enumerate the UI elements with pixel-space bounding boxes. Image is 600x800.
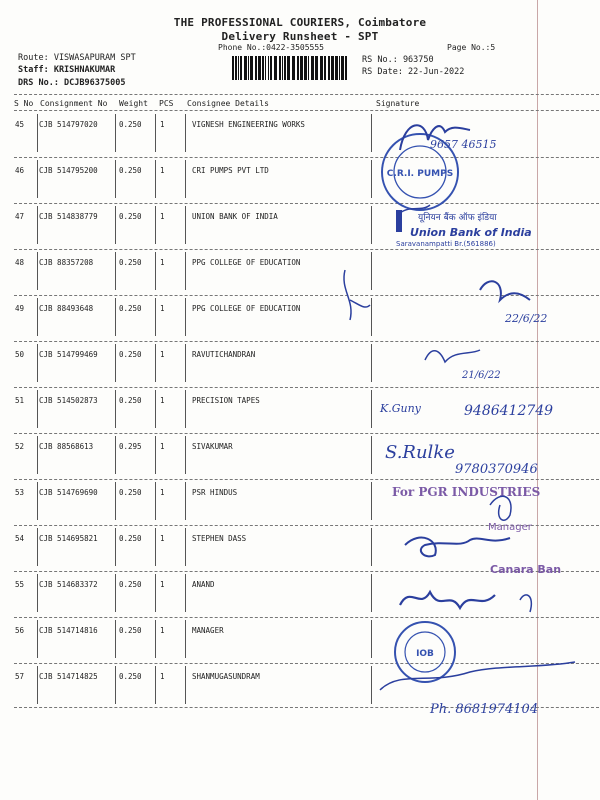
row-rule	[14, 341, 599, 342]
row-consignment-no: CJB 514714825	[39, 672, 98, 681]
company-title: THE PROFESSIONAL COURIERS, Coimbatore	[173, 16, 427, 29]
phone-number: Phone No.:0422-3505555	[218, 43, 324, 52]
column-separator	[185, 620, 186, 658]
row-consignee: MANAGER	[192, 626, 224, 635]
column-separator	[371, 436, 372, 474]
column-separator	[37, 666, 38, 704]
barcode	[232, 56, 350, 80]
handwritten-date-50: 21/6/22	[462, 370, 501, 381]
table-row	[0, 433, 600, 479]
table-row	[0, 479, 600, 525]
column-separator	[185, 390, 186, 428]
handwritten-phone-51: 9486412749	[464, 403, 554, 419]
row-rule	[14, 479, 599, 480]
row-weight: 0.250	[119, 488, 142, 497]
handwritten-phone-45: 9657 46515	[430, 138, 497, 151]
column-separator	[115, 666, 116, 704]
staff-label: Staff: KRISHNAKUMAR	[18, 65, 116, 75]
column-separator	[155, 528, 156, 566]
rule-bottom	[14, 707, 599, 708]
row-rule	[14, 295, 599, 296]
barcode-bar	[335, 56, 338, 80]
row-weight: 0.250	[119, 258, 142, 267]
row-sno: 57	[15, 672, 25, 681]
manager-stamp: Manager	[488, 522, 532, 533]
column-separator	[185, 666, 186, 704]
row-consignment-no: CJB 514797020	[39, 120, 98, 129]
row-sno: 48	[15, 258, 25, 267]
barcode-bar	[262, 56, 264, 80]
handwritten-name-52: S.Rulke	[385, 442, 455, 463]
barcode-bar	[258, 56, 261, 80]
row-consignment-no: CJB 514769690	[39, 488, 98, 497]
table-row	[0, 571, 600, 617]
col-pcs: PCS	[159, 99, 174, 108]
row-sno: 46	[15, 166, 25, 175]
column-separator	[371, 114, 372, 152]
column-separator	[155, 620, 156, 658]
column-separator	[115, 436, 116, 474]
drs-number: DRS No.: DCJB96375005	[18, 78, 126, 88]
cri-stamp-text: C.R.I. PUMPS	[386, 169, 454, 179]
row-consignment-no: CJB 514795200	[39, 166, 98, 175]
row-consignee: PPG COLLEGE OF EDUCATION	[192, 304, 301, 313]
page-number: Page No.:5	[447, 43, 496, 52]
row-rule	[14, 249, 599, 250]
col-sno: S No	[14, 99, 34, 108]
column-separator	[37, 482, 38, 520]
row-consignment-no: CJB 514695821	[39, 534, 98, 543]
column-separator	[155, 298, 156, 336]
row-weight: 0.250	[119, 626, 142, 635]
barcode-bar	[240, 56, 242, 80]
column-separator	[371, 206, 372, 244]
barcode-bar	[341, 56, 344, 80]
row-consignee: VIGNESH ENGINEERING WORKS	[192, 120, 305, 129]
column-separator	[37, 298, 38, 336]
column-separator	[155, 114, 156, 152]
row-consignee: PRECISION TAPES	[192, 396, 260, 405]
table-row	[0, 111, 600, 157]
row-pcs: 1	[160, 166, 165, 175]
barcode-bar	[284, 56, 286, 80]
row-sno: 47	[15, 212, 25, 221]
column-separator	[371, 620, 372, 658]
barcode-bar	[328, 56, 330, 80]
barcode-bar	[287, 56, 290, 80]
column-separator	[371, 574, 372, 612]
row-weight: 0.250	[119, 534, 142, 543]
union-bank-name: Union Bank of India	[410, 226, 532, 239]
column-separator	[371, 160, 372, 198]
row-weight: 0.250	[119, 350, 142, 359]
column-separator	[37, 620, 38, 658]
row-weight: 0.250	[119, 580, 142, 589]
column-separator	[155, 574, 156, 612]
row-sno: 45	[15, 120, 25, 129]
row-rule	[14, 571, 599, 572]
handwritten-date-49: 22/6/22	[505, 312, 548, 325]
barcode-bar	[250, 56, 253, 80]
barcode-bar	[324, 56, 326, 80]
column-separator	[185, 344, 186, 382]
handwritten-phone-52: 9780370946	[455, 462, 538, 477]
row-pcs: 1	[160, 626, 165, 635]
column-separator	[371, 298, 372, 336]
column-separator	[155, 482, 156, 520]
col-signature: Signature	[376, 99, 420, 108]
column-separator	[155, 436, 156, 474]
row-sno: 55	[15, 580, 25, 589]
column-separator	[185, 482, 186, 520]
barcode-bar	[304, 56, 307, 80]
barcode-bar	[270, 56, 272, 80]
column-separator	[37, 436, 38, 474]
column-separator	[155, 666, 156, 704]
table-row	[0, 387, 600, 433]
table-row	[0, 295, 600, 341]
row-pcs: 1	[160, 304, 165, 313]
row-consignment-no: CJB 514838779	[39, 212, 98, 221]
column-separator	[37, 160, 38, 198]
rs-date: RS Date: 22-Jun-2022	[362, 67, 465, 77]
barcode-bar	[345, 56, 347, 80]
row-rule	[14, 617, 599, 618]
column-separator	[185, 436, 186, 474]
row-pcs: 1	[160, 258, 165, 267]
union-bank-branch: Saravanampatti Br.(561886)	[396, 240, 496, 248]
barcode-bar	[235, 56, 237, 80]
column-separator	[155, 160, 156, 198]
column-separator	[185, 528, 186, 566]
row-consignee: PSR HINDUS	[192, 488, 238, 497]
table-row	[0, 249, 600, 295]
row-consignee: UNION BANK OF INDIA	[192, 212, 278, 221]
row-pcs: 1	[160, 488, 165, 497]
column-separator	[115, 114, 116, 152]
column-separator	[115, 390, 116, 428]
row-pcs: 1	[160, 442, 165, 451]
row-weight: 0.295	[119, 442, 142, 451]
column-separator	[185, 298, 186, 336]
column-separator	[37, 344, 38, 382]
row-pcs: 1	[160, 350, 165, 359]
column-separator	[37, 390, 38, 428]
column-separator	[37, 252, 38, 290]
column-separator	[115, 620, 116, 658]
column-separator	[37, 528, 38, 566]
route-label: Route: VISWASAPURAM SPT	[18, 53, 136, 63]
union-bank-hindi: यूनियन बैंक ऑफ इंडिया	[418, 213, 497, 223]
column-separator	[371, 344, 372, 382]
row-sno: 52	[15, 442, 25, 451]
canara-stamp-text: Canara Ban	[490, 563, 562, 576]
column-separator	[37, 574, 38, 612]
column-separator	[115, 482, 116, 520]
row-rule	[14, 663, 599, 664]
barcode-bar	[311, 56, 314, 80]
row-weight: 0.250	[119, 212, 142, 221]
row-consignment-no: CJB 88493648	[39, 304, 94, 313]
column-separator	[371, 390, 372, 428]
row-weight: 0.250	[119, 120, 142, 129]
row-consignee: PPG COLLEGE OF EDUCATION	[192, 258, 301, 267]
row-consignment-no: CJB 514502873	[39, 396, 98, 405]
barcode-bar	[244, 56, 247, 80]
barcode-bar	[268, 56, 269, 80]
column-separator	[155, 206, 156, 244]
barcode-bar	[274, 56, 277, 80]
sheet-title: Delivery Runsheet - SPT	[221, 30, 379, 43]
barcode-bar	[238, 56, 239, 80]
iob-stamp-text: IOB	[416, 649, 434, 659]
row-rule	[14, 433, 599, 434]
pgr-stamp-text: For PGR INDUSTRIES	[392, 485, 541, 499]
row-rule	[14, 157, 599, 158]
table-row	[0, 663, 600, 709]
column-separator	[37, 206, 38, 244]
col-consignment: Consignment No	[40, 99, 108, 108]
table-row	[0, 341, 600, 387]
row-weight: 0.250	[119, 304, 142, 313]
barcode-bar	[282, 56, 283, 80]
row-consignment-no: CJB 514714816	[39, 626, 98, 635]
column-separator	[185, 206, 186, 244]
barcode-bar	[232, 56, 234, 80]
row-pcs: 1	[160, 396, 165, 405]
barcode-bar	[248, 56, 249, 80]
column-separator	[37, 114, 38, 152]
row-sno: 53	[15, 488, 25, 497]
barcode-bar	[279, 56, 281, 80]
row-sno: 49	[15, 304, 25, 313]
row-pcs: 1	[160, 580, 165, 589]
table-row	[0, 617, 600, 663]
column-separator	[371, 666, 372, 704]
row-consignment-no: CJB 88568613	[39, 442, 94, 451]
barcode-bar	[339, 56, 340, 80]
column-separator	[371, 482, 372, 520]
barcode-bar	[292, 56, 295, 80]
barcode-bar	[320, 56, 323, 80]
handwritten-name-51: K.Guny	[380, 402, 421, 415]
handwritten-phone-57: Ph. 8681974104	[430, 702, 539, 717]
column-separator	[115, 574, 116, 612]
row-sno: 51	[15, 396, 25, 405]
row-consignee: ANAND	[192, 580, 215, 589]
col-consignee: Consignee Details	[187, 99, 269, 108]
row-sno: 56	[15, 626, 25, 635]
table-row	[0, 525, 600, 571]
barcode-bar	[331, 56, 334, 80]
row-consignment-no: CJB 88357208	[39, 258, 94, 267]
table-row	[0, 157, 600, 203]
barcode-bar	[265, 56, 266, 80]
column-separator	[155, 344, 156, 382]
column-separator	[371, 528, 372, 566]
row-weight: 0.250	[119, 166, 142, 175]
rs-number: RS No.: 963750	[362, 55, 434, 65]
row-consignment-no: CJB 514683372	[39, 580, 98, 589]
row-weight: 0.250	[119, 396, 142, 405]
barcode-bar	[315, 56, 318, 80]
col-weight: Weight	[119, 99, 148, 108]
column-separator	[115, 528, 116, 566]
row-pcs: 1	[160, 120, 165, 129]
row-weight: 0.250	[119, 672, 142, 681]
row-consignee: STEPHEN DASS	[192, 534, 247, 543]
column-separator	[185, 574, 186, 612]
row-rule	[14, 525, 599, 526]
column-separator	[115, 160, 116, 198]
row-pcs: 1	[160, 672, 165, 681]
row-pcs: 1	[160, 212, 165, 221]
column-separator	[185, 252, 186, 290]
column-separator	[155, 390, 156, 428]
row-consignee: RAVUTICHANDRAN	[192, 350, 256, 359]
row-rule	[14, 203, 599, 204]
column-separator	[185, 160, 186, 198]
barcode-bar	[297, 56, 299, 80]
barcode-bar	[300, 56, 303, 80]
column-separator	[155, 252, 156, 290]
column-separator	[115, 344, 116, 382]
row-sno: 54	[15, 534, 25, 543]
column-separator	[115, 252, 116, 290]
column-separator	[115, 298, 116, 336]
row-consignment-no: CJB 514799469	[39, 350, 98, 359]
barcode-bar	[255, 56, 257, 80]
row-pcs: 1	[160, 534, 165, 543]
barcode-bar	[308, 56, 309, 80]
rule-top	[14, 94, 599, 95]
column-separator	[371, 252, 372, 290]
row-consignee: SIVAKUMAR	[192, 442, 233, 451]
table-row	[0, 203, 600, 249]
row-consignee: SHANMUGASUNDRAM	[192, 672, 260, 681]
row-consignee: CRI PUMPS PVT LTD	[192, 166, 269, 175]
row-sno: 50	[15, 350, 25, 359]
column-separator	[185, 114, 186, 152]
row-rule	[14, 387, 599, 388]
column-separator	[115, 206, 116, 244]
